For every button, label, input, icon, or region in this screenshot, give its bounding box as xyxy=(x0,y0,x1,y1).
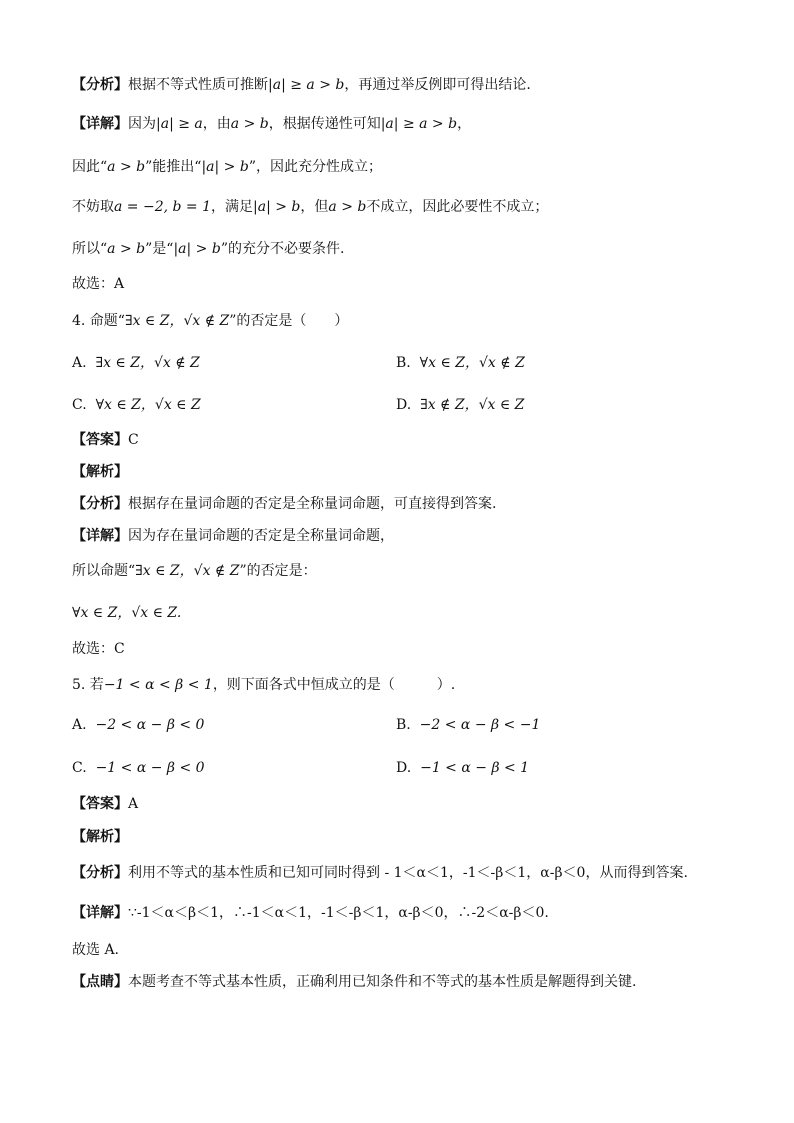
math-expression: |a| ≥ a xyxy=(156,116,203,132)
math-expression: −2 < α − β < −1 xyxy=(419,717,541,733)
answer: C xyxy=(128,432,139,448)
q3-line-4 xyxy=(72,197,548,217)
text: 所以命题“ xyxy=(72,563,136,579)
q5-jiexi-tag xyxy=(72,827,128,847)
text: ，满足 xyxy=(211,199,254,215)
text: ”的否定是： xyxy=(239,563,317,579)
q3-line-5 xyxy=(72,239,344,259)
text: ”，因此充分性成立； xyxy=(248,159,382,175)
q5-option-c xyxy=(72,758,205,778)
math-expression: ∀x ∈ Z，√x ∈ Z. xyxy=(72,605,182,621)
math-expression: a = −2, b = 1 xyxy=(114,199,212,215)
math-expression: |a| > b xyxy=(253,199,301,215)
detail-tag: 【详解】 xyxy=(72,116,128,132)
math-expression: a > b xyxy=(328,199,367,215)
text: ∵-1＜α＜β＜1，∴-1＜α＜1，-1＜-β＜1，α-β＜0，∴-2＜α-β＜0. xyxy=(128,905,549,921)
q5-choice: 故选 A. xyxy=(72,942,120,958)
math-expression: −1 < α < β < 1 xyxy=(103,677,213,693)
q4-stem xyxy=(72,311,348,331)
math-expression: a > b xyxy=(230,116,269,132)
text: 本题考查不等式基本性质，正确利用已知条件和不等式的基本性质是解题得到关键. xyxy=(128,974,637,990)
math-expression: |a| ≥ a > b xyxy=(380,116,458,132)
q5-detail-line xyxy=(72,903,549,923)
option-label: D. xyxy=(396,397,412,413)
analysis-tag: 【分析】 xyxy=(72,496,128,512)
math-expression: ∃x ∉ Z，√x ∈ Z xyxy=(420,397,525,413)
text: 4. 命题“ xyxy=(72,313,125,329)
option-label: A. xyxy=(72,355,87,371)
text: 因为存在量词命题的否定是全称量词命题， xyxy=(128,528,394,544)
q4-option-d xyxy=(396,395,524,415)
q5-comment-line xyxy=(72,972,636,992)
math-expression: −2 < α − β < 0 xyxy=(95,717,205,733)
detail-tag: 【详解】 xyxy=(72,528,128,544)
jiexi-tag: 【解析】 xyxy=(72,829,128,845)
q3-choice: 故选：A xyxy=(72,276,125,292)
q3-detail-line xyxy=(72,114,471,134)
detail-tag: 【详解】 xyxy=(72,905,128,921)
q4-option-b xyxy=(396,353,525,373)
q4-analysis-line xyxy=(72,494,496,514)
math-expression: ∃x ∈ Z，√x ∉ Z xyxy=(124,313,230,329)
math-expression: ∀x ∈ Z，√x ∉ Z xyxy=(419,355,525,371)
text: 所以“ xyxy=(72,241,108,257)
q5-option-d xyxy=(396,758,529,778)
q3-line-3 xyxy=(72,157,382,177)
math-expression: a > b xyxy=(107,159,146,175)
q5-option-b xyxy=(396,715,540,735)
option-label: A. xyxy=(72,717,87,733)
text: 因为 xyxy=(128,116,156,132)
q4-option-c xyxy=(72,395,201,415)
text: ”是“ xyxy=(145,241,174,257)
answer-tag: 【答案】 xyxy=(72,432,128,448)
option-label: D. xyxy=(396,760,412,776)
option-label: B. xyxy=(396,355,411,371)
q3-analysis-line xyxy=(72,75,531,95)
text: 不成立，因此必要性不成立； xyxy=(366,199,549,215)
analysis-tag: 【分析】 xyxy=(72,77,128,93)
text: 因此“ xyxy=(72,159,108,175)
q4-jiexi-tag xyxy=(72,462,128,482)
math-expression: |a| > b xyxy=(201,159,249,175)
q4-detail-line xyxy=(72,526,394,546)
q4-option-a xyxy=(72,353,200,373)
text: ，再通过举反例即可得出结论. xyxy=(344,77,531,93)
text: ，根据传递性可知 xyxy=(268,116,381,132)
text: ， xyxy=(457,116,472,132)
analysis-tag: 【分析】 xyxy=(72,865,128,881)
q5-answer-line xyxy=(72,794,138,814)
text: 利用不等式的基本性质和已知可同时得到 - 1＜α＜1，-1＜-β＜1，α-β＜0，从而得到答案. xyxy=(128,865,688,881)
text: ”的否定是（ ） xyxy=(229,313,349,329)
q5-stem xyxy=(72,675,455,695)
answer-tag: 【答案】 xyxy=(72,796,128,812)
math-expression: |a| ≥ a > b xyxy=(268,77,345,93)
text: 根据存在量词命题的否定是全称量词命题，可直接得到答案. xyxy=(128,496,497,512)
math-expression: ∀x ∈ Z，√x ∈ Z xyxy=(95,397,201,413)
text: ”能推出“ xyxy=(145,159,202,175)
jiexi-tag: 【解析】 xyxy=(72,464,128,480)
text: ，由 xyxy=(202,116,231,132)
text: ，则下面各式中恒成立的是（ ）. xyxy=(212,677,456,693)
text: 根据不等式性质可推断 xyxy=(128,77,268,93)
option-label: C. xyxy=(72,397,87,413)
q4-so-line xyxy=(72,561,317,581)
q5-analysis-line xyxy=(72,863,688,883)
q5-option-a xyxy=(72,715,204,735)
text: ”的充分不必要条件. xyxy=(220,241,345,257)
option-label: B. xyxy=(396,717,411,733)
text: ，但 xyxy=(300,199,329,215)
text: 5. 若 xyxy=(72,677,104,693)
text: 不妨取 xyxy=(72,199,114,215)
option-label: C. xyxy=(72,760,87,776)
comment-tag: 【点睛】 xyxy=(72,974,128,990)
math-expression: ∃x ∈ Z，√x ∉ Z xyxy=(95,355,200,371)
math-expression: −1 < α − β < 0 xyxy=(95,760,205,776)
math-expression: −1 < α − β < 1 xyxy=(420,760,530,776)
math-expression: ∃x ∈ Z，√x ∉ Z xyxy=(135,563,240,579)
math-expression: a > b xyxy=(107,241,146,257)
q4-choice: 故选：C xyxy=(72,641,125,657)
q4-result xyxy=(72,603,181,623)
math-expression: |a| > b xyxy=(173,241,221,257)
answer: A xyxy=(128,796,139,812)
q4-answer-line xyxy=(72,430,139,450)
